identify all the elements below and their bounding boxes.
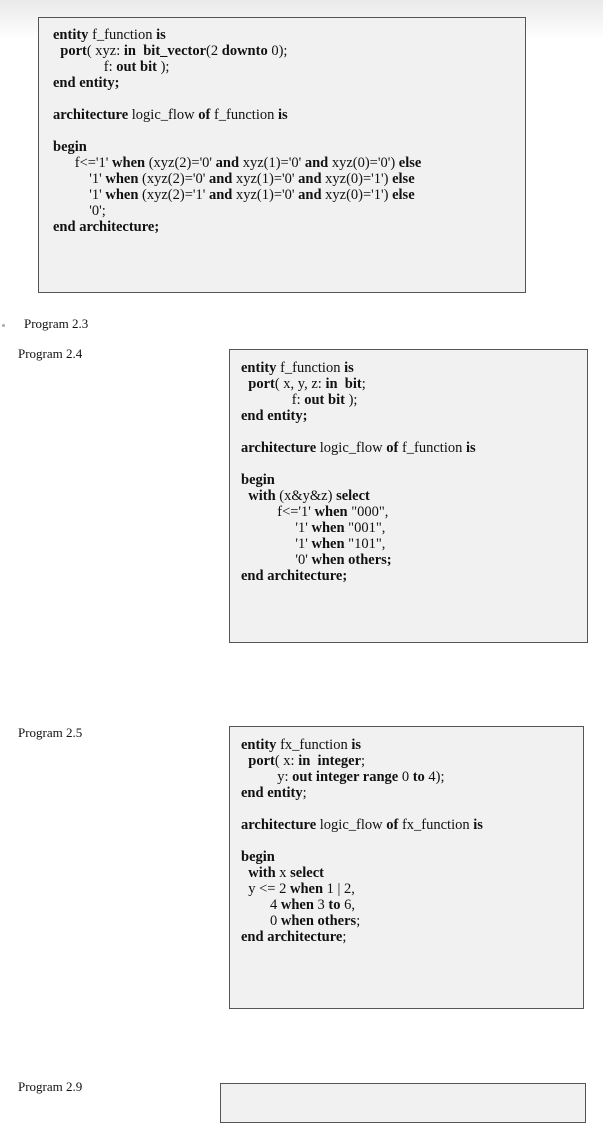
code-keyword: when others;	[311, 552, 392, 568]
code-text: xyz(1)='0'	[232, 187, 299, 203]
code-keyword: in integer	[298, 753, 362, 769]
code-text: logic_flow	[316, 440, 387, 456]
code-keyword: begin	[53, 139, 87, 155]
code-keyword: when	[105, 187, 139, 203]
code-text: x	[275, 865, 291, 881]
code-text: xyz(0)='0')	[328, 155, 399, 171]
caption-program-2-3: Program 2.3	[24, 316, 89, 331]
code-text: f_function	[210, 107, 278, 123]
code-line	[53, 43, 525, 59]
code-keyword: end entity;	[241, 408, 308, 424]
code-line	[53, 219, 525, 235]
code-text: 4);	[424, 769, 445, 785]
code-keyword: when	[289, 881, 324, 897]
code-text: ( xyz:	[86, 43, 124, 59]
code-keyword: to	[328, 897, 341, 913]
code-line	[241, 785, 583, 801]
code-line	[241, 424, 587, 440]
code-text: "000",	[347, 504, 389, 520]
code-keyword: begin	[241, 849, 275, 865]
code-text: );	[344, 392, 358, 408]
code-line	[53, 187, 525, 203]
code-keyword: else	[392, 171, 415, 187]
code-keyword: architecture	[241, 817, 317, 833]
code-keyword: when	[311, 520, 345, 536]
code-text: (x&y&z)	[275, 488, 337, 504]
code-text: '1'	[241, 520, 312, 536]
code-text: f_function	[276, 360, 345, 376]
code-keyword: and	[304, 155, 329, 171]
code-keyword: out bit	[116, 59, 157, 75]
code-text: (xyz(2)='1'	[138, 187, 209, 203]
code-text: 3	[313, 897, 329, 913]
code-keyword: in bit_vector	[123, 43, 207, 59]
code-text: (xyz(2)='0'	[145, 155, 216, 171]
code-text: 4	[241, 897, 281, 913]
code-line	[53, 107, 525, 123]
code-keyword: and	[298, 171, 322, 187]
code-line	[241, 737, 583, 753]
code-line	[241, 456, 587, 472]
code-keyword: of	[198, 107, 211, 123]
code-keyword: end architecture;	[241, 568, 348, 584]
code-keyword: downto	[221, 43, 268, 59]
code-line	[53, 27, 525, 43]
code-keyword: end architecture	[241, 929, 343, 945]
code-keyword: is	[473, 817, 483, 833]
code-line	[53, 139, 525, 155]
code-keyword: port	[60, 43, 87, 59]
code-line	[241, 913, 583, 929]
code-text: fx_function	[398, 817, 474, 833]
code-line	[241, 849, 583, 865]
code-keyword: select	[336, 488, 370, 504]
code-text: 6,	[340, 897, 356, 913]
code-keyword: when others	[280, 913, 357, 929]
code-line	[241, 801, 583, 817]
code-text: y <= 2	[241, 881, 290, 897]
code-text: xyz(1)='0'	[239, 155, 305, 171]
code-keyword: and	[208, 171, 233, 187]
code-line	[241, 865, 583, 881]
code-line	[241, 552, 587, 568]
code-line	[53, 91, 525, 107]
code-line	[53, 59, 525, 75]
code-keyword: when	[105, 171, 139, 187]
code-text: 0	[398, 769, 413, 785]
code-keyword: with	[248, 488, 276, 504]
code-line	[241, 504, 587, 520]
code-text: ;	[361, 753, 366, 769]
code-text: 0	[241, 913, 281, 929]
code-text: (xyz(2)='0'	[138, 171, 209, 187]
code-text: xyz(0)='1')	[321, 171, 393, 187]
code-text: '0';	[53, 203, 106, 219]
code-text: fx_function	[276, 737, 352, 753]
code-line	[241, 929, 583, 945]
code-text: (2	[206, 43, 222, 59]
code-text: f:	[53, 59, 117, 75]
code-keyword: and	[208, 187, 233, 203]
code-line	[241, 392, 587, 408]
code-keyword: port	[248, 376, 275, 392]
code-keyword: when	[311, 536, 345, 552]
code-text: );	[156, 59, 170, 75]
code-keyword: when	[112, 155, 146, 171]
code-line	[241, 536, 587, 552]
code-keyword: when	[314, 504, 348, 520]
code-line	[53, 123, 525, 139]
code-block-program-2-9	[220, 1083, 586, 1123]
code-keyword: else	[398, 155, 422, 171]
code-text: '1'	[53, 171, 106, 187]
code-keyword: of	[386, 440, 399, 456]
code-line	[241, 360, 587, 376]
code-text: ;	[356, 913, 361, 929]
code-text: f_function	[88, 27, 157, 43]
code-keyword: is	[156, 27, 166, 43]
code-text: xyz(0)='1')	[321, 187, 393, 203]
code-text: '1'	[53, 187, 106, 203]
code-text: logic_flow	[128, 107, 199, 123]
code-line	[53, 203, 525, 219]
code-keyword: out bit	[304, 392, 345, 408]
code-text: f<='1'	[53, 155, 113, 171]
code-keyword: when	[280, 897, 314, 913]
code-text: '1'	[241, 536, 312, 552]
code-line	[241, 568, 587, 584]
code-keyword: entity	[241, 360, 277, 376]
code-keyword: end architecture;	[53, 219, 160, 235]
caption-program-2-4: Program 2.4	[18, 346, 83, 361]
code-line	[241, 897, 583, 913]
code-line	[241, 753, 583, 769]
code-keyword: end entity;	[53, 75, 120, 91]
code-keyword: with	[248, 865, 276, 881]
code-text: 1 | 2,	[323, 881, 355, 897]
code-keyword: architecture	[53, 107, 129, 123]
code-line	[241, 440, 587, 456]
code-keyword: out integer range	[292, 769, 399, 785]
code-keyword: in bit	[325, 376, 362, 392]
code-text: ( x, y, z:	[274, 376, 326, 392]
code-line	[241, 408, 587, 424]
code-text: ;	[302, 785, 307, 801]
code-line	[241, 881, 583, 897]
code-line	[241, 520, 587, 536]
code-text: "101",	[344, 536, 386, 552]
code-keyword: begin	[241, 472, 275, 488]
code-keyword: is	[277, 107, 288, 123]
code-text: 0);	[267, 43, 288, 59]
code-keyword: and	[298, 187, 322, 203]
code-text: logic_flow	[316, 817, 387, 833]
code-keyword: else	[392, 187, 415, 203]
code-line	[53, 171, 525, 187]
code-keyword: to	[412, 769, 425, 785]
code-text: "001",	[344, 520, 386, 536]
code-block-program-2-5	[229, 726, 584, 1009]
code-block-program-2-4	[229, 349, 588, 643]
code-line	[241, 833, 583, 849]
code-line	[241, 472, 587, 488]
code-line	[241, 817, 583, 833]
code-keyword: select	[290, 865, 324, 881]
code-text: y:	[241, 769, 293, 785]
code-keyword: port	[248, 753, 275, 769]
code-text: ;	[342, 929, 347, 945]
code-text: xyz(1)='0'	[232, 171, 299, 187]
code-block-program-2-3	[38, 17, 526, 293]
code-text: ;	[361, 376, 366, 392]
code-keyword: entity	[53, 27, 89, 43]
code-line	[53, 75, 525, 91]
code-keyword: architecture	[241, 440, 317, 456]
code-keyword: entity	[241, 737, 277, 753]
caption-program-2-9: Program 2.9	[18, 1079, 83, 1094]
code-line	[241, 769, 583, 785]
code-text: f:	[241, 392, 305, 408]
code-keyword: of	[386, 817, 399, 833]
code-text: f_function	[398, 440, 466, 456]
code-keyword: end entity	[241, 785, 303, 801]
bullet-dot	[2, 324, 5, 327]
code-line	[53, 155, 525, 171]
caption-program-2-5: Program 2.5	[18, 725, 83, 740]
code-text: f<='1'	[241, 504, 315, 520]
code-keyword: and	[215, 155, 240, 171]
code-keyword: is	[465, 440, 476, 456]
code-text: ( x:	[274, 753, 299, 769]
code-text: '0'	[241, 552, 312, 568]
code-line	[241, 376, 587, 392]
code-line	[241, 488, 587, 504]
code-keyword: is	[344, 360, 354, 376]
code-keyword: is	[351, 737, 362, 753]
